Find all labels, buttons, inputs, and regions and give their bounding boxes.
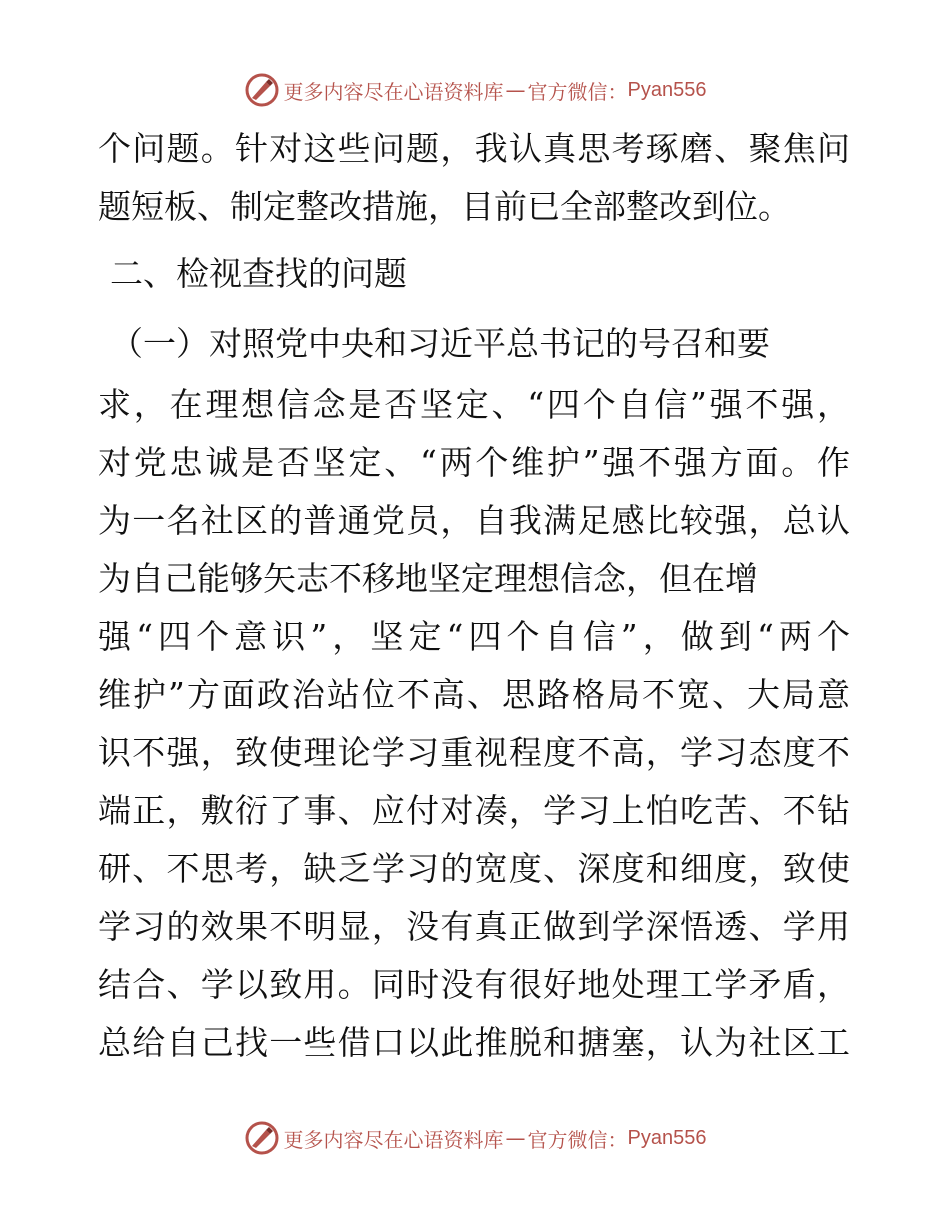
paragraph-line: 个问题。针对这些问题，我认真思考琢磨、聚焦问 bbox=[98, 129, 850, 168]
paragraph-line: 求，在理想信念是否坚定、“四个自信”强不强， bbox=[98, 385, 850, 424]
document-body bbox=[98, 120, 850, 1072]
watermark-dash: — bbox=[505, 78, 526, 102]
header-watermark bbox=[0, 70, 950, 110]
pen-logo-icon bbox=[244, 72, 280, 108]
footer-watermark bbox=[0, 1118, 950, 1158]
paragraph-line: 总给自己找一些借口以此推脱和搪塞，认为社区工 bbox=[98, 1023, 850, 1062]
section-heading: 二、检视查找的问题 bbox=[110, 254, 407, 293]
watermark-dash: — bbox=[505, 1126, 526, 1150]
paragraph-line: 对党忠诚是否坚定、“两个维护”强不强方面。作 bbox=[98, 443, 850, 482]
paragraph-line: 识不强，致使理论学习重视程度不高，学习态度不 bbox=[98, 733, 850, 772]
paragraph-line: 为自己能够矢志不移地坚定理想信念，但在增 bbox=[98, 559, 758, 598]
watermark-account: Pyan556 bbox=[627, 1126, 707, 1149]
watermark-wechat-label: 官方微信： bbox=[527, 79, 628, 104]
paragraph-line: 强“四个意识”，坚定“四个自信”，做到“两个 bbox=[98, 617, 850, 656]
paragraph-line: 为一名社区的普通党员，自我满足感比较强，总认 bbox=[98, 501, 850, 540]
paragraph-line: 维护”方面政治站位不高、思路格局不宽、大局意 bbox=[98, 675, 850, 714]
paragraph-line: 结合、学以致用。同时没有很好地处理工学矛盾， bbox=[98, 965, 850, 1004]
pen-logo-icon bbox=[244, 1120, 280, 1156]
subsection-first-line: （一）对照党中央和习近平总书记的号召和要 bbox=[110, 324, 770, 363]
paragraph-line: 学习的效果不明显，没有真正做到学深悟透、学用 bbox=[98, 907, 850, 946]
watermark-main-text: 更多内容尽在心语资料库 bbox=[283, 1127, 504, 1152]
watermark-wechat-label: 官方微信： bbox=[527, 1127, 628, 1152]
paragraph-line: 题短板、制定整改措施，目前已全部整改到位。 bbox=[98, 187, 791, 226]
watermark-account: Pyan556 bbox=[627, 78, 707, 101]
watermark-main-text: 更多内容尽在心语资料库 bbox=[283, 79, 504, 104]
paragraph-line: 端正，敷衍了事、应付对凑，学习上怕吃苦、不钻 bbox=[98, 791, 850, 830]
paragraph-line: 研、不思考，缺乏学习的宽度、深度和细度，致使 bbox=[98, 849, 850, 888]
